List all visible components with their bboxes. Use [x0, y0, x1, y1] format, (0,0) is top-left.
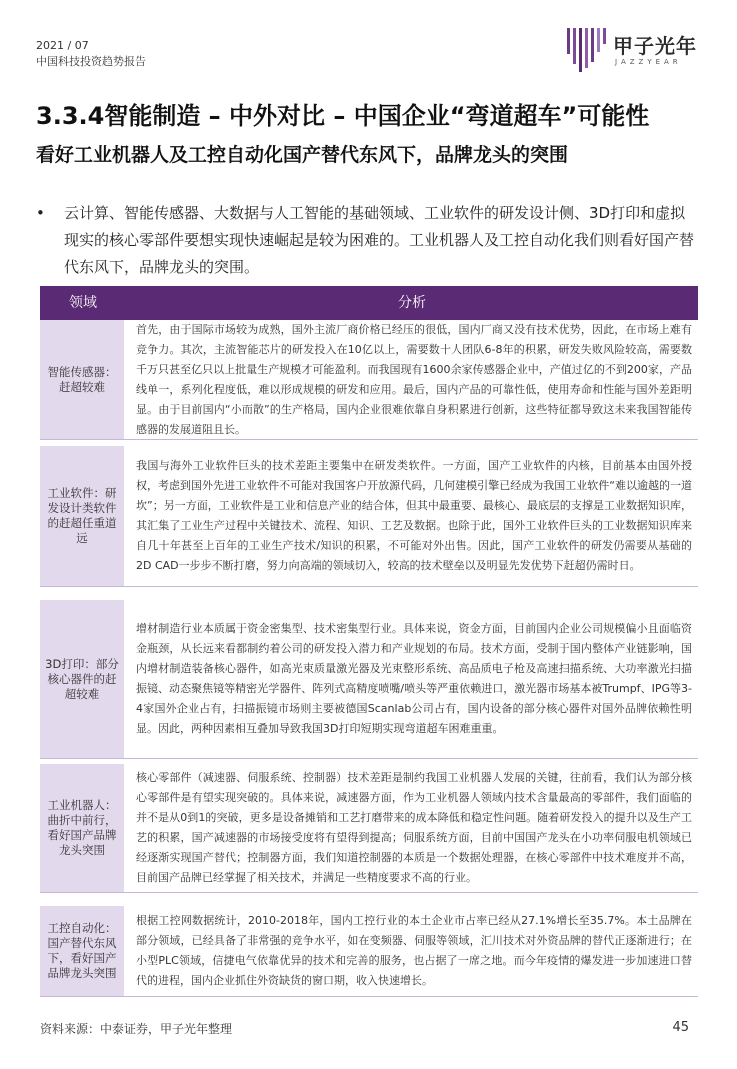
table-row: [40, 906, 698, 997]
row-domain: 智能传感器：赶超较难: [40, 320, 124, 439]
page-title: 3.3.4智能制造 – 中外对比 – 中国企业“弯道超车”可能性: [36, 102, 650, 130]
summary-bullet: [36, 200, 696, 281]
page-number: 45: [672, 1020, 689, 1035]
brand-logo: [565, 22, 715, 74]
table-row: [40, 764, 698, 893]
report-date: 2021 / 07: [36, 39, 89, 52]
source-note: 资料来源：中泰证券，甲子光年整理: [40, 1022, 233, 1036]
header-domain: 领域: [69, 295, 97, 311]
row-domain: 工业机器人：曲折中前行，看好国产品牌龙头突围: [40, 764, 124, 892]
report-name: 中国科技投资趋势报告: [36, 55, 146, 68]
logo-mark-icon: [565, 22, 609, 74]
row-domain: 工业软件：研发设计类软件的赶超任重道远: [40, 446, 124, 586]
logo-chinese-text: 甲子光年: [613, 34, 697, 58]
page-subtitle: 看好工业机器人及工控自动化国产替代东风下，品牌龙头的突围: [36, 144, 569, 166]
header-analysis: 分析: [398, 295, 426, 311]
row-domain: 工控自动化：国产替代东风下，看好国产品牌龙头突围: [40, 906, 124, 996]
row-analysis: 首先，由于国际市场较为成熟，国外主流厂商价格已经压的很低，国内厂商又没有技术优势，因此，在市场上难有竞争力。其次，主流智能芯片的研发投入在10亿以上，需要数十人团队6-8年的积累，研发失败风险较高，需要数千万只甚至亿只以上批量生产规模才可能盈利。而我国现有1600余家传感器企业中，产值过亿的不到200家，产品线单一，系列化程度低，难以形成规模的研发和应用。最后，国内产品的可靠性低，使用寿命和性能与国外差距明显。由于目前国内“小而散”的生产格局，国内企业很难依靠自身积累进行创新，这些特征都导致这未来我国智能传感器的发展道阻且长。: [136, 322, 692, 436]
table-row: [40, 600, 698, 759]
summary-text: 云计算、智能传感器、大数据与人工智能的基础领域、工业软件的研发设计侧、3D打印和虚拟现实的核心零部件要想实现快速崛起是较为困难的。工业机器人及工控自动化我们则看好国产替代东风下，品牌龙头的突围。: [64, 204, 695, 276]
row-analysis: 根据工控网数据统计，2010-2018年，国内工控行业的本土企业市占率已经从27.1%增长至35.7%。本土品牌在部分领域，已经具备了非常强的竞争水平，如在变频器、伺服等领域，汇川技术对外资品牌的替代正逐渐进行；在小型PLC领域，信捷电气依靠优异的技术和完善的服务，也占据了一席之地。而今年疫情的爆发进一步加速进口替代的进程，国内企业抓住外资缺货的窗口期，收入快速增长。: [136, 914, 692, 987]
logo-english-text: JAZZYEAR: [615, 58, 682, 66]
comparison-table: [40, 286, 698, 996]
bullet-icon: •: [36, 204, 45, 222]
row-analysis: 增材制造行业本质属于资金密集型、技术密集型行业。具体来说，资金方面，目前国内企业公司规模偏小且面临资金瓶颈，从长远来看都制约着公司的研发投入潜力和产业规划的布局。技术方面，受制于国内整体产业链影响，国内增材制造装备核心器件，如高光束质量激光器及光束整形系统、高品质电子枪及高速扫描系统、大功率激光扫描振镜、动态聚焦镜等精密光学器件、阵列式高精度喷嘴/喷头等严重依赖进口，激光器市场基本被Trumpf、IPG等3-4家国外企业占有，扫描振镜市场则主要被德国Scanlab公司占有，国内设备的部分核心器件对国外品牌依赖性明显。因此，两种因素相互叠加导致我国3D打印短期实现弯道超车困难重重。: [136, 622, 692, 735]
table-row: [40, 446, 698, 587]
table-row: [40, 320, 698, 440]
row-analysis: 核心零部件（减速器、伺服系统、控制器）技术差距是制约我国工业机器人发展的关键，往前看，我们认为部分核心零部件是有望实现突破的。具体来说，减速器方面，作为工业机器人领域内技术含量最高的零部件，我们面临的并不是从0到1的突破，更多是设备摊销和工艺打磨带来的成本降低和稳定性问题。随着研发投入的提升以及生产工艺的积累，国产减速器的市场接受度将有望得到提高；伺服系统方面，目前中国国产龙头在小功率伺服电机领域已经逐渐实现国产替代；控制器方面，我们知道控制器的本质是一个数据处理器，在核心零部件中技术难度并不高，目前国产品牌已经掌握了相关技术，并满足一些精度要求不高的行业。: [136, 771, 692, 884]
row-analysis: 我国与海外工业软件巨头的技术差距主要集中在研发类软件。一方面，国产工业软件的内核，目前基本由国外授权，考虑到国外先进工业软件不可能对我国客户开放源代码，几何建模引擎已经成为我国工业软件“难以逾越的一道坎”；另一方面，工业软件是工业和信息产业的结合体，但其中最重要、最核心、最底层的支撑是工业数据知识库，其汇集了工业生产过程中关键技术、流程、知识、工艺及数据。也除于此，国外工业软件巨头的工业数据知识库来自几十年甚至上百年的工业生产技术/知识的积累，不可能对外出售。因此，国产工业软件的研发仍需要从基础的2D CAD一步步不断打磨，努力向高端的领域切入，较高的技术壁垒以及明显先发优势下赶超仍需时日。: [136, 459, 692, 572]
row-domain: 3D打印：部分核心器件的赶超较难: [40, 600, 124, 758]
table-header: [40, 286, 698, 320]
